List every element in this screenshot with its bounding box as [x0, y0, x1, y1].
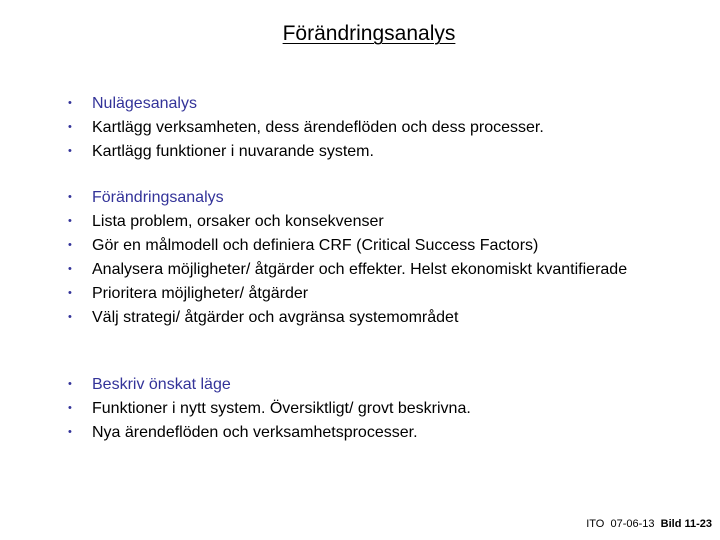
list-item-text: Analysera möjligheter/ åtgärder och effekter. Helst ekonomiskt kvantifierade — [92, 261, 628, 278]
list-item — [66, 117, 666, 138]
list-item-text: Nya ärendeflöden och verksamhetsprocesser. — [92, 424, 418, 441]
bullet-icon: • — [68, 191, 72, 203]
list-item — [66, 187, 666, 208]
list-item-text: Funktioner i nytt system. Översiktligt/ grovt beskrivna. — [92, 400, 471, 417]
list-item-text: Kartlägg funktioner i nuvarande system. — [92, 143, 374, 160]
list-item — [66, 283, 666, 304]
list-item-text: Lista problem, orsaker och konsekvenser — [92, 213, 384, 230]
section-desired-state — [66, 374, 666, 446]
bullet-icon: • — [68, 287, 72, 299]
list-item — [66, 374, 666, 395]
bullet-icon: • — [68, 263, 72, 275]
list-item — [66, 307, 666, 328]
list-item-text: Gör en målmodell och definiera CRF (Critical Success Factors) — [92, 237, 539, 254]
list-item — [66, 259, 652, 280]
footer-date: 07-06-13 — [610, 518, 655, 530]
list-item-text: Förändringsanalys — [92, 189, 224, 206]
bullet-icon: • — [68, 239, 72, 251]
bullet-icon: • — [68, 311, 72, 323]
list-item-text: Prioritera möjligheter/ åtgärder — [92, 285, 309, 302]
bullet-icon: • — [68, 121, 72, 133]
list-item — [66, 211, 666, 232]
bullet-icon: • — [68, 402, 72, 414]
slide-footer — [586, 518, 712, 530]
list-item-text: Nulägesanalys — [92, 95, 197, 112]
list-item — [66, 141, 666, 162]
list-item — [66, 422, 666, 443]
bullet-icon: • — [68, 426, 72, 438]
list-item-text: Välj strategi/ åtgärder och avgränsa systemområdet — [92, 309, 459, 326]
slide-title: Förändringsanalys — [282, 22, 456, 45]
bullet-icon: • — [68, 378, 72, 390]
bullet-icon: • — [68, 97, 72, 109]
list-item-text: Kartlägg verksamheten, dess ärendeflöden och dess processer. — [92, 119, 544, 136]
list-item — [66, 398, 666, 419]
bullet-icon: • — [68, 215, 72, 227]
bullet-icon: • — [68, 145, 72, 157]
list-item-text: Beskriv önskat läge — [92, 376, 231, 393]
footer-slide-number: Bild 11-23 — [660, 518, 712, 530]
list-item — [66, 93, 666, 114]
list-item — [66, 235, 666, 256]
footer-course: ITO — [586, 518, 605, 530]
section-change-analysis — [66, 187, 666, 331]
section-current-state — [66, 93, 666, 165]
